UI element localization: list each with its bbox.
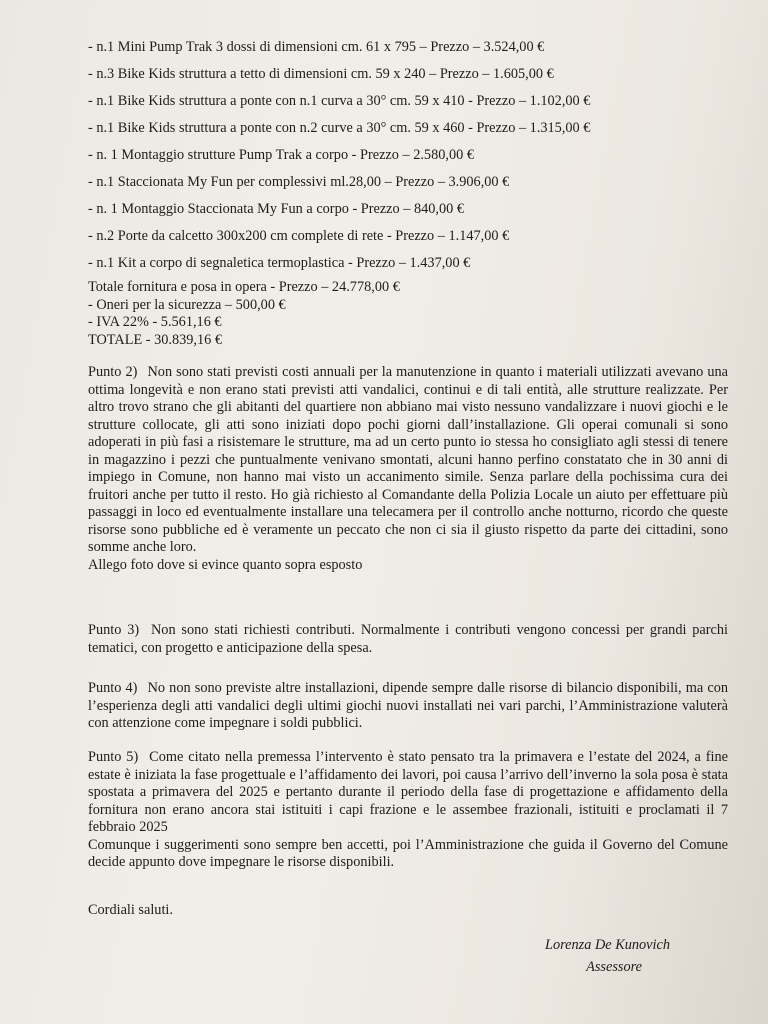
price-item: - n.2 Porte da calcetto 300x200 cm complete di rete - Prezzo – 1.147,00 € — [88, 228, 510, 244]
price-item: - n.1 Staccionata My Fun per complessivi ml.28,00 – Prezzo – 3.906,00 € — [88, 174, 510, 190]
punto-5-text: Come citato nella premessa l’intervento è stato pensato tra la primavera e l’estate del 2024, a fine estate è iniziata la fase progettuale e l’affidamento dei lavori, poi causa l’arrivo dell’inverno la sola posa è stata spostata a primavera del 2025 e pertanto durante il periodo della fase di progettazione e affidamento della fornitura non erano ancora stai istituiti i capi frazione e le assembee frazionali, istituiti e proclamati il 7 febbraio 2025 — [88, 749, 728, 835]
price-item: - n.1 Mini Pump Trak 3 dossi di dimensioni cm. 61 x 795 – Prezzo – 3.524,00 € — [88, 39, 545, 55]
vat-line: - IVA 22% - 5.561,16 € — [88, 314, 222, 330]
punto-5-paragraph — [88, 749, 728, 872]
punto-4-text: No non sono previste altre installazioni, dipende sempre dalle risorse di bilancio disponibili, ma con l’esperienza degli atti vandalici degli ultimi giochi nuovi installati nei vari parchi, l’Amministrazione valuterà con attenzione come impegnare i soldi pubblici. — [88, 680, 728, 731]
signatory-name: Lorenza De Kunovich — [545, 937, 670, 953]
punto-5-closing-remark: Comunque i suggerimenti sono sempre ben accetti, poi l’Amministrazione che guida il Governo del Comune decide appunto dove impegnare le risorse disponibili. — [88, 836, 728, 870]
punto-2-label: Punto 2) — [88, 364, 138, 380]
punto-2-attachment-note: Allego foto dove si evince quanto sopra esposto — [88, 556, 363, 573]
price-item: - n.3 Bike Kids struttura a tetto di dimensioni cm. 59 x 240 – Prezzo – 1.605,00 € — [88, 66, 554, 82]
totals-block — [88, 279, 400, 349]
closing-salutation: Cordiali saluti. — [88, 902, 173, 918]
punto-2-text: Non sono stati previsti costi annuali per la manutenzione in quanto i materiali utilizzati avevano una ottima longevità e non erano stati previsti atti vandalici, continui e di tali entità, alle strutture realizzate. Per altro trovo strano che gli abitanti del quartiere non abbiano mai visto nessuno vandalizzare i nuovi giochi e le strutture collocate, gli atti sono iniziati dopo pochi giorni dall’installazione. Gli operai comunali si sono adoperati in più fasi a risistemare le strutture, ma ad un certo punto io stessa ho consigliato agli stessi di tenere in magazzino i pezzi che puntualmente venivano smontati, alcuni hanno perfino constatato che in 30 anni di impiego in Comune, non hanno mai visto un accanimento simile. Senza parlare della pochissima cura dei fruitori anche per tutto il resto. Ho già richiesto al Comandante della Polizia Locale un aiuto per effettuare più passaggi in loco ed eventualmente installare una telecamera per il controllo anche notturno, ricordo che queste risorse sono pubbliche ed è veramente un peccato che non ci sia il giusto rispetto da parte dei cittadini, sono somme anche loro. — [88, 364, 729, 555]
punto-4-label: Punto 4) — [88, 680, 138, 696]
punto-4-paragraph — [88, 680, 728, 733]
grand-total-line: TOTALE - 30.839,16 € — [88, 331, 222, 348]
punto-3-text: Non sono stati richiesti contributi. Normalmente i contributi vengono concessi per grandi parchi tematici, con progetto e anticipazione della spesa. — [88, 622, 729, 656]
price-item: - n.1 Kit a corpo di segnaletica termoplastica - Prezzo – 1.437,00 € — [88, 255, 471, 271]
punto-2-paragraph — [88, 364, 728, 574]
punto-3-paragraph — [88, 622, 728, 657]
punto-3-label: Punto 3) — [88, 622, 140, 638]
price-item: - n. 1 Montaggio strutture Pump Trak a corpo - Prezzo – 2.580,00 € — [88, 147, 474, 163]
price-item: - n. 1 Montaggio Staccionata My Fun a corpo - Prezzo – 840,00 € — [88, 201, 465, 217]
price-item: - n.1 Bike Kids struttura a ponte con n.2 curve a 30° cm. 59 x 460 - Prezzo – 1.315,00 € — [88, 120, 591, 136]
total-supply-line: Totale fornitura e posa in opera - Prezzo – 24.778,00 € — [88, 279, 400, 295]
signatory-role: Assessore — [586, 959, 642, 975]
signature-block — [470, 934, 670, 978]
price-list — [88, 38, 738, 281]
price-item: - n.1 Bike Kids struttura a ponte con n.1 curva a 30° cm. 59 x 410 - Prezzo – 1.102,00 € — [88, 93, 591, 109]
punto-5-label: Punto 5) — [88, 749, 139, 765]
safety-costs-line: - Oneri per la sicurezza – 500,00 € — [88, 296, 286, 313]
